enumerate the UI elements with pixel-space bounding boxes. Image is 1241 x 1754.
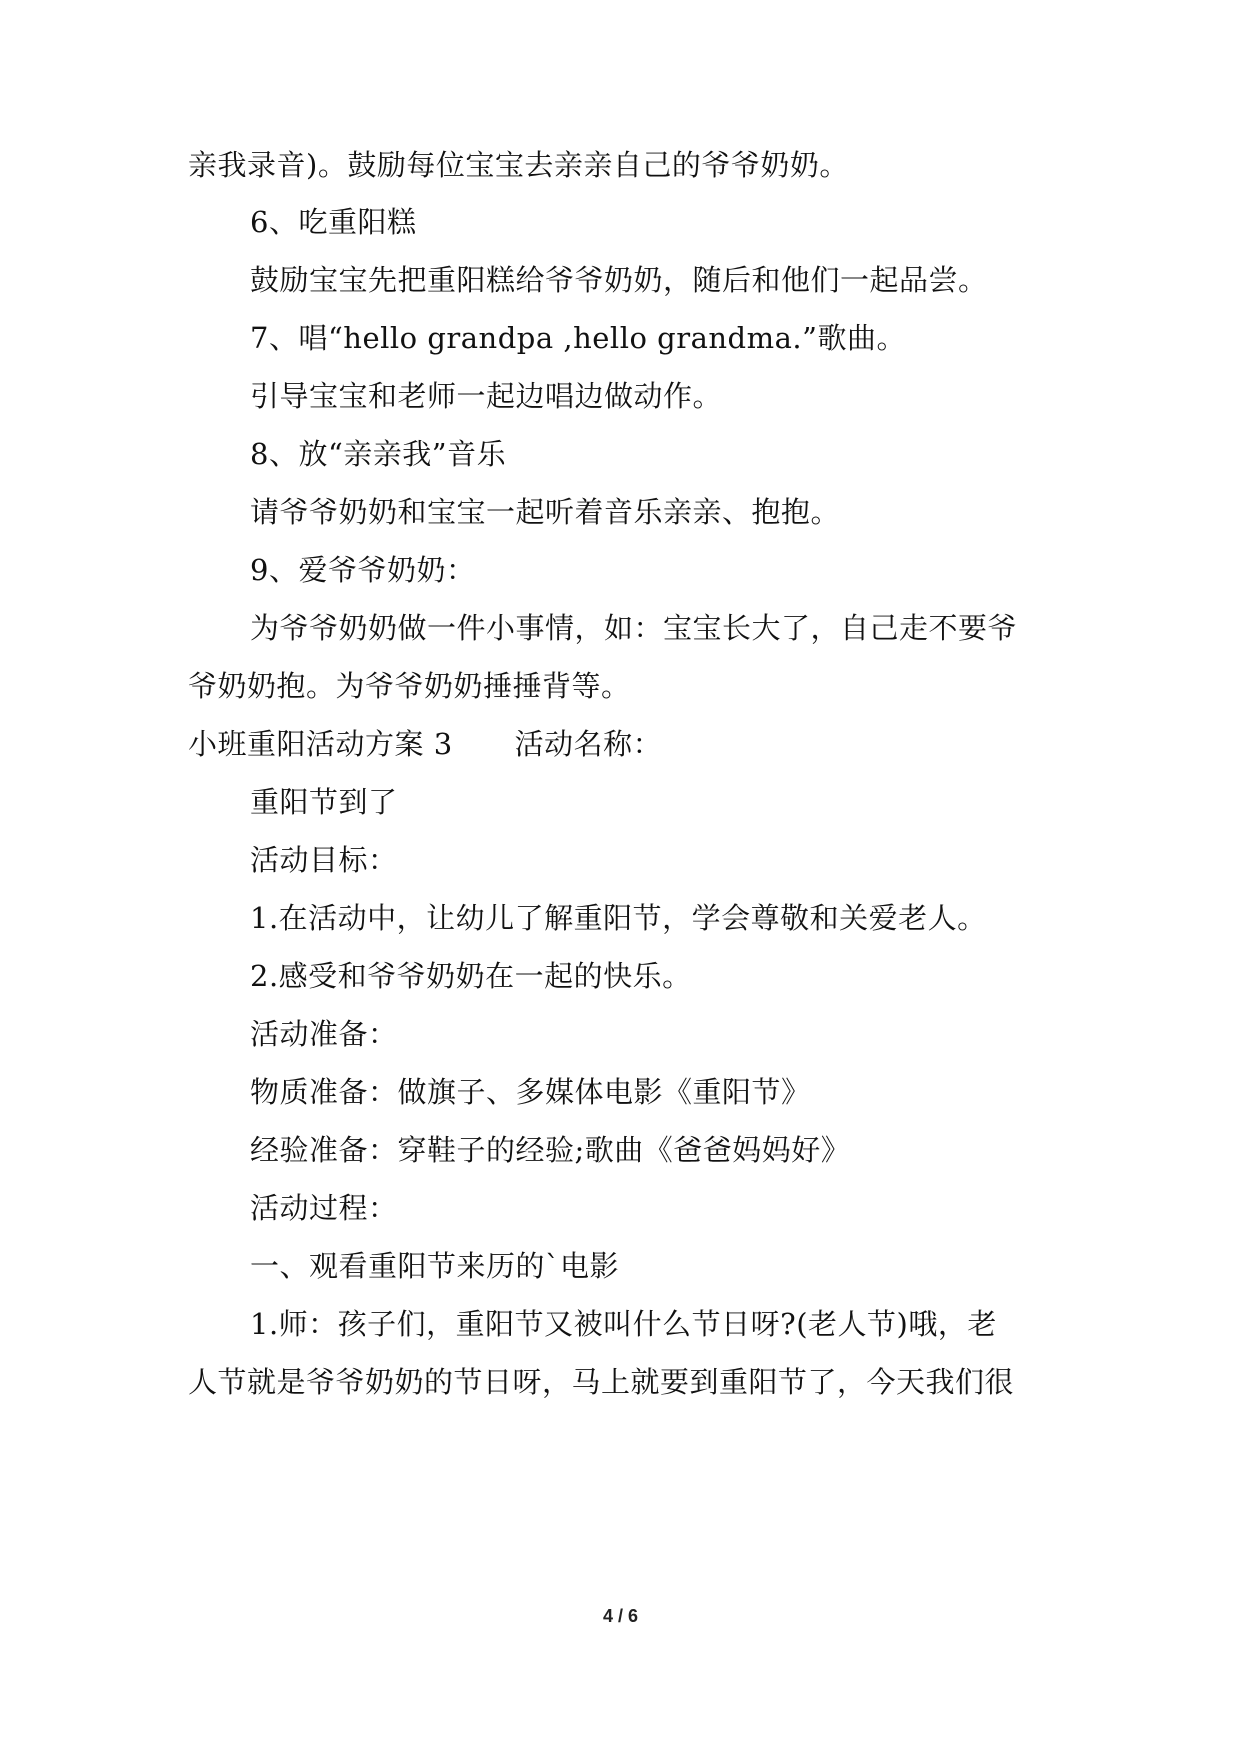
paragraph-line: 引导宝宝和老师一起边唱边做动作。 [250, 379, 723, 413]
section-title: 小班重阳活动方案 3 [188, 727, 453, 761]
paragraph-line: 为爷爷奶奶做一件小事情，如：宝宝长大了，自己走不要爷 [250, 611, 1018, 645]
page-number: 4 / 6 [602, 1606, 639, 1626]
list-item: 2.感受和爷爷奶奶在一起的快乐。 [250, 959, 692, 993]
list-heading: 一、观看重阳节来历的`电影 [250, 1249, 620, 1283]
paragraph-line: 爷奶奶抱。为爷爷奶奶捶捶背等。 [188, 669, 631, 703]
paragraph-line: 物质准备：做旗子、多媒体电影《重阳节》 [250, 1075, 811, 1109]
list-heading: 8、放“亲亲我”音乐 [250, 437, 507, 471]
paragraph-line: 亲我录音)。鼓励每位宝宝去亲亲自己的爷爷奶奶。 [188, 148, 849, 182]
list-item: 1.在活动中，让幼儿了解重阳节，学会尊敬和关爱老人。 [250, 901, 987, 935]
section-heading-line [188, 722, 1068, 766]
section-subtitle: 活动名称： [514, 727, 663, 761]
paragraph-line: 鼓励宝宝先把重阳糕给爷爷奶奶，随后和他们一起品尝。 [250, 263, 988, 297]
paragraph-line: 人节就是爷爷奶奶的节日呀，马上就要到重阳节了，今天我们很 [188, 1365, 1015, 1399]
paragraph-line: 重阳节到了 [250, 785, 398, 819]
paragraph-line: 经验准备：穿鞋子的经验;歌曲《爸爸妈妈好》 [250, 1133, 851, 1167]
list-heading: 6、吃重阳糕 [250, 205, 417, 239]
list-item: 1.师：孩子们，重阳节又被叫什么节日呀?(老人节)哦，老 [250, 1307, 997, 1341]
list-heading: 7、唱“hello grandpa ,hello grandma.”歌曲。 [250, 321, 906, 355]
subheading: 活动过程： [250, 1191, 398, 1225]
subheading: 活动准备： [250, 1017, 398, 1051]
subheading: 活动目标： [250, 843, 398, 877]
list-heading: 9、爱爷爷奶奶： [250, 553, 476, 587]
paragraph-line: 请爷爷奶奶和宝宝一起听着音乐亲亲、抱抱。 [250, 495, 841, 529]
